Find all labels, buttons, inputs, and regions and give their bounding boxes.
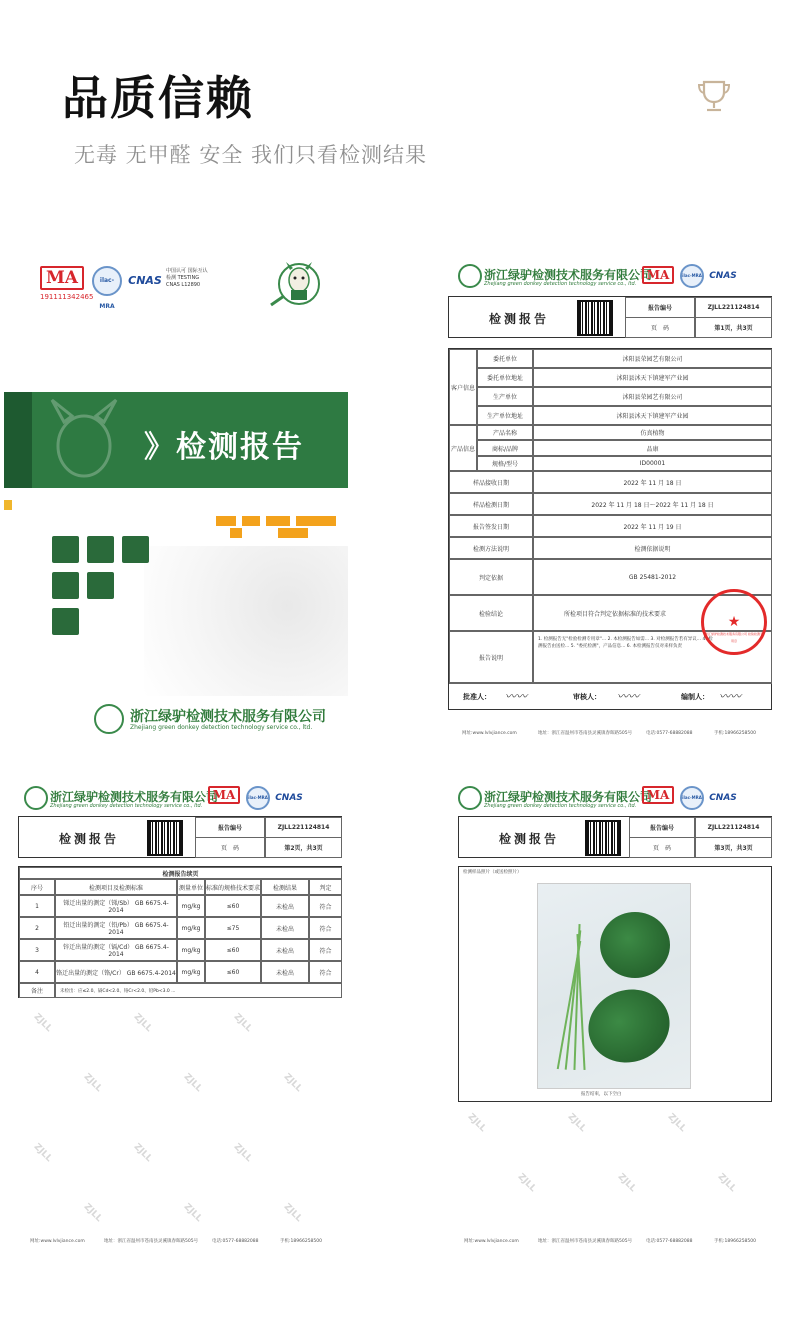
leaf-shape <box>579 979 679 1073</box>
field-label: 生产单位 <box>477 387 533 406</box>
cover-band-accent <box>4 392 32 488</box>
section-title: 检测报告续页 <box>19 867 342 879</box>
table-cell: 3 <box>19 939 55 961</box>
cnas-cert-text: 中国认可 国际互认 检测 TESTING CNAS L12890 <box>166 268 208 288</box>
test-results-table <box>18 866 342 998</box>
page-label: 页 码 <box>195 837 265 858</box>
cover-company-name: 浙江绿驴检测技术服务有限公司 <box>130 709 326 725</box>
report-company-name: 浙江绿驴检测技术服务有限公司 <box>484 790 653 804</box>
cnas-logo: CNAS <box>709 271 737 281</box>
cma-logo: MA <box>642 786 674 804</box>
approver-signature: 〰〰 <box>505 690 527 703</box>
field-value: 沭阳县沭天下镇建军产业园 <box>533 368 772 387</box>
table-cell: mg/kg <box>177 961 205 983</box>
watermark: ZJLL <box>615 1171 638 1195</box>
watermark: ZJLL <box>231 1011 254 1035</box>
report-title: 检测报告 <box>489 312 550 326</box>
field-label: 报告签发日期 <box>449 515 533 537</box>
watermark: ZJLL <box>515 1171 538 1195</box>
page-subtitle: 无毒 无甲醛 安全 我们只看检测结果 <box>74 143 428 167</box>
table-cell: mg/kg <box>177 917 205 939</box>
table-cell: 未检出 <box>261 961 309 983</box>
ilac-mra-logo: ilac-MRA <box>680 264 704 288</box>
table-cell: 4 <box>19 961 55 983</box>
report-company-name-en: Zhejiang green donkey detection technology service co., ltd. <box>484 803 637 809</box>
report-page-3 <box>446 778 778 1254</box>
field-value: 沭阳县沭天下镇建军产业园 <box>533 406 772 425</box>
report-cover-page <box>4 246 348 744</box>
field-label: 规格/型号 <box>477 456 533 471</box>
field-value: ID00001 <box>533 456 772 471</box>
table-cell: mg/kg <box>177 895 205 917</box>
footer-address: 地址：浙江省温州市苍南县灵溪镇春晖路505号 <box>104 1239 199 1244</box>
footer-mobile: 手机:18966258500 <box>714 731 757 736</box>
page-number: 第1页，共3页 <box>695 317 772 338</box>
field-value: GB 25481-2012 <box>533 559 772 595</box>
table-cell: 锌迁出量的测定（镉/Cd） GB 6675.4-2014 <box>55 939 177 961</box>
page-number: 第3页，共3页 <box>695 837 772 858</box>
watermark: ZJLL <box>715 1171 738 1195</box>
table-cell: 铬迁出量的测定（铬/Cr） GB 6675.4-2014 <box>55 961 177 983</box>
cma-logo: MA <box>642 266 674 284</box>
report-page-1 <box>446 258 778 742</box>
watermark: ZJLL <box>281 1201 304 1225</box>
column-header: 序号 <box>19 879 55 895</box>
table-cell: ≤60 <box>205 939 261 961</box>
field-value: 仿真植物 <box>533 425 772 440</box>
report-company-name: 浙江绿驴检测技术服务有限公司 <box>484 268 653 282</box>
table-cell: 符合 <box>309 939 342 961</box>
sample-photo-box <box>458 866 772 1102</box>
cma-logo: MA <box>40 266 84 290</box>
report-no-label: 报告编号 <box>195 817 265 838</box>
field-value: 2022 年 11 月 18 日～2022 年 11 月 18 日 <box>533 493 772 515</box>
table-cell: 2 <box>19 917 55 939</box>
watermark: ZJLL <box>231 1141 254 1165</box>
field-value: 所检项目符合判定依据标准的技术要求 <box>533 595 772 631</box>
field-value: 2022 年 11 月 18 日 <box>533 471 772 493</box>
column-header: 测量单位 <box>177 879 205 895</box>
field-label: 样品接收日期 <box>449 471 533 493</box>
ilac-mra-logo: ilac-MRA <box>92 266 122 296</box>
ilac-mra-logo: ilac-MRA <box>246 786 270 810</box>
official-stamp: ★ 浙江绿驴检测技术服务有限公司 检验检测专用章 <box>701 589 767 655</box>
report-page-2 <box>12 778 344 1254</box>
cover-square <box>87 536 114 563</box>
watermark: ZJLL <box>281 1071 304 1095</box>
field-label: 检验结论 <box>449 595 533 631</box>
field-value: 沭阳县荣园艺有限公司 <box>533 387 772 406</box>
field-value: 1. 检测报告无"检验检测专用章"... 2. 本检测报告如需... 3. 对检测报告若有异议... 4. 检测报告由送检... 5. "委托检测"，产品信息... 6. 本检测报告仅对来样负责 <box>533 631 772 683</box>
footer-address: 地址：浙江省温州市苍南县灵溪镇春晖路505号 <box>538 731 633 736</box>
cover-square <box>52 572 79 599</box>
table-cell: ≤60 <box>205 961 261 983</box>
field-label: 生产单位地址 <box>477 406 533 425</box>
table-cell: ≤75 <box>205 917 261 939</box>
page-label: 页 码 <box>625 317 695 338</box>
watermark: ZJLL <box>31 1011 54 1035</box>
table-cell: 符合 <box>309 895 342 917</box>
report-company-name-en: Zhejiang green donkey detection technology service co., ltd. <box>50 803 203 809</box>
table-cell: 未检出 <box>261 917 309 939</box>
footer-address: 地址：浙江省温州市苍南县灵溪镇春晖路505号 <box>538 1239 633 1244</box>
field-value: 沭阳县荣园艺有限公司 <box>533 349 772 368</box>
report-no: ZJLL221124814 <box>695 817 772 838</box>
editor-signature: 〰〰 <box>719 690 741 703</box>
cover-company-name-en: Zhejiang green donkey detection technology service co., ltd. <box>130 724 313 731</box>
cover-yellow-accent <box>4 500 12 510</box>
field-label: 委托单位地址 <box>477 368 533 387</box>
watermark: ZJLL <box>131 1141 154 1165</box>
company-logo-icon <box>458 264 482 288</box>
company-logo-icon <box>458 786 482 810</box>
qr-code <box>577 300 613 336</box>
column-header: 检测项目及检测标准 <box>55 879 177 895</box>
group-label: 客户信息 <box>449 349 477 425</box>
field-label: 样品检测日期 <box>449 493 533 515</box>
table-cell: 未检出 <box>261 895 309 917</box>
footer-phone: 电话:0577-68882088 <box>646 1239 693 1244</box>
field-label: 检测方法说明 <box>449 537 533 559</box>
company-logo-icon <box>24 786 48 810</box>
cnas-logo: CNAS <box>709 793 737 803</box>
footer-mobile: 手机:18966258500 <box>280 1239 323 1244</box>
approver-label: 批准人： <box>463 693 491 701</box>
watermark: ZJLL <box>181 1071 204 1095</box>
footer-phone: 电话:0577-68882088 <box>646 731 693 736</box>
cover-square <box>122 536 149 563</box>
table-cell: 锑迁出量的测定（锑/Sb） GB 6675.4-2014 <box>55 895 177 917</box>
page-label: 页 码 <box>629 837 695 858</box>
cma-number: 191111342465 <box>40 293 94 301</box>
watermark: ZJLL <box>81 1071 104 1095</box>
ilac-mra-logo: ilac-MRA <box>680 786 704 810</box>
field-label: 委托单位 <box>477 349 533 368</box>
column-header: 判定 <box>309 879 342 895</box>
field-value: 检测依据说明 <box>533 537 772 559</box>
cma-logo: MA <box>208 786 240 804</box>
watermark: ZJLL <box>565 1111 588 1135</box>
photo-caption: 检测样品照片（或送检照片） <box>463 870 522 875</box>
table-cell: ≤60 <box>205 895 261 917</box>
report-header-box <box>448 296 772 338</box>
reviewer-signature: 〰〰 <box>617 690 639 703</box>
cover-square <box>52 608 79 635</box>
footer-phone: 电话:0577-68882088 <box>212 1239 259 1244</box>
watermark: ZJLL <box>81 1201 104 1225</box>
watermark: ZJLL <box>465 1111 488 1135</box>
note-label: 备注 <box>19 983 55 998</box>
report-no-label: 报告编号 <box>625 297 695 318</box>
group-label: 产品信息 <box>449 425 477 471</box>
sample-photo <box>537 883 691 1089</box>
leaf-shape <box>600 912 670 978</box>
footer-website: 网址:www.lvlvjiance.com <box>464 1239 519 1244</box>
footer-website: 网址:www.lvlvjiance.com <box>30 1239 85 1244</box>
trophy-icon <box>694 76 734 116</box>
column-header: 检测结果 <box>261 879 309 895</box>
cover-square <box>87 572 114 599</box>
report-title: 检测报告 <box>59 832 120 846</box>
field-label: 报告说明 <box>449 631 533 683</box>
field-label: 产品名称 <box>477 425 533 440</box>
table-cell: mg/kg <box>177 939 205 961</box>
report-no: ZJLL221124814 <box>265 817 342 838</box>
watermark: ZJLL <box>131 1011 154 1035</box>
watermark: ZJLL <box>181 1201 204 1225</box>
table-cell: 1 <box>19 895 55 917</box>
page-number: 第2页，共3页 <box>265 837 342 858</box>
report-header-box <box>458 816 772 858</box>
qr-code <box>585 820 621 856</box>
report-company-name: 浙江绿驴检测技术服务有限公司 <box>50 790 219 804</box>
report-no-label: 报告编号 <box>629 817 695 838</box>
donkey-mascot-icon <box>266 260 326 310</box>
watermark: ZJLL <box>31 1141 54 1165</box>
reviewer-label: 审核人： <box>573 693 601 701</box>
table-cell: 未检出 <box>261 939 309 961</box>
footer-website: 网址:www.lvlvjiance.com <box>462 731 517 736</box>
table-cell: 铅迁出量的测定（铅/Pb） GB 6675.4-2014 <box>55 917 177 939</box>
signature-row <box>449 683 772 710</box>
report-header-box <box>18 816 342 858</box>
report-title: 检测报告 <box>499 832 560 846</box>
company-logo-icon <box>94 704 124 734</box>
field-value: 2022 年 11 月 19 日 <box>533 515 772 537</box>
donkey-watermark-icon <box>44 396 124 488</box>
column-header: 标准的规格技术要求 <box>205 879 261 895</box>
watermark: ZJLL <box>665 1111 688 1135</box>
cover-report-title: 》检测报告 <box>144 430 304 465</box>
cnas-logo: CNAS <box>275 793 303 803</box>
field-value: 品康 <box>533 440 772 456</box>
report-end-caption: 报告结束，以下空白 <box>581 1092 622 1097</box>
field-label: 商标/品牌 <box>477 440 533 456</box>
note-text: 未检出：应≤2.0、镉Cd<2.0、铬Cr<2.0、铅Pb<3.0 ... <box>55 983 342 998</box>
field-label: 判定依据 <box>449 559 533 595</box>
report-company-name-en: Zhejiang green donkey detection technology service co., ltd. <box>484 281 637 287</box>
footer-mobile: 手机:18966258500 <box>714 1239 757 1244</box>
report-info-table <box>448 348 772 710</box>
table-cell: 符合 <box>309 961 342 983</box>
report-no: ZJLL221124814 <box>695 297 772 318</box>
qr-code <box>147 820 183 856</box>
page-title: 品质信赖 <box>62 71 254 125</box>
cnas-logo: CNAS <box>128 274 162 287</box>
cover-world-map <box>144 546 348 696</box>
cover-square <box>52 536 79 563</box>
editor-label: 编制人： <box>681 693 709 701</box>
table-cell: 符合 <box>309 917 342 939</box>
